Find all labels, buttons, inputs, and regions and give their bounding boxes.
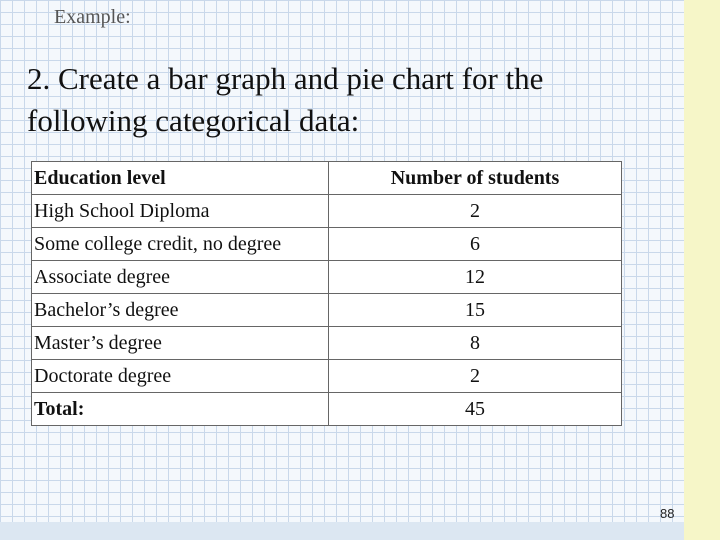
slide-heading: 2. Create a bar graph and pie chart for the following categorical data:	[27, 61, 544, 138]
bottom-band	[0, 522, 684, 540]
education-level-cell: Master’s degree	[32, 327, 329, 360]
student-count-cell: 6	[329, 228, 622, 261]
student-count-cell: 12	[329, 261, 622, 294]
example-label: Example:	[54, 6, 131, 28]
table-row	[32, 327, 622, 360]
total-label-cell: Total:	[32, 393, 329, 426]
education-table	[31, 161, 622, 426]
table-row	[32, 195, 622, 228]
student-count-cell: 2	[329, 195, 622, 228]
table-row	[32, 294, 622, 327]
table-row	[32, 261, 622, 294]
student-count-cell: 15	[329, 294, 622, 327]
education-level-cell: Associate degree	[32, 261, 329, 294]
header-number-of-students: Number of students	[329, 162, 622, 195]
table-header-row	[32, 162, 622, 195]
education-level-cell: Bachelor’s degree	[32, 294, 329, 327]
education-level-cell: High School Diploma	[32, 195, 329, 228]
student-count-cell: 2	[329, 360, 622, 393]
page-number: 88	[660, 506, 675, 521]
total-count-cell: 45	[329, 393, 622, 426]
education-level-cell: Some college credit, no degree	[32, 228, 329, 261]
table-row	[32, 360, 622, 393]
table-total-row	[32, 393, 622, 426]
header-education-level: Education level	[32, 162, 329, 195]
student-count-cell: 8	[329, 327, 622, 360]
education-level-cell: Doctorate degree	[32, 360, 329, 393]
table-row	[32, 228, 622, 261]
right-side-band	[684, 0, 720, 540]
